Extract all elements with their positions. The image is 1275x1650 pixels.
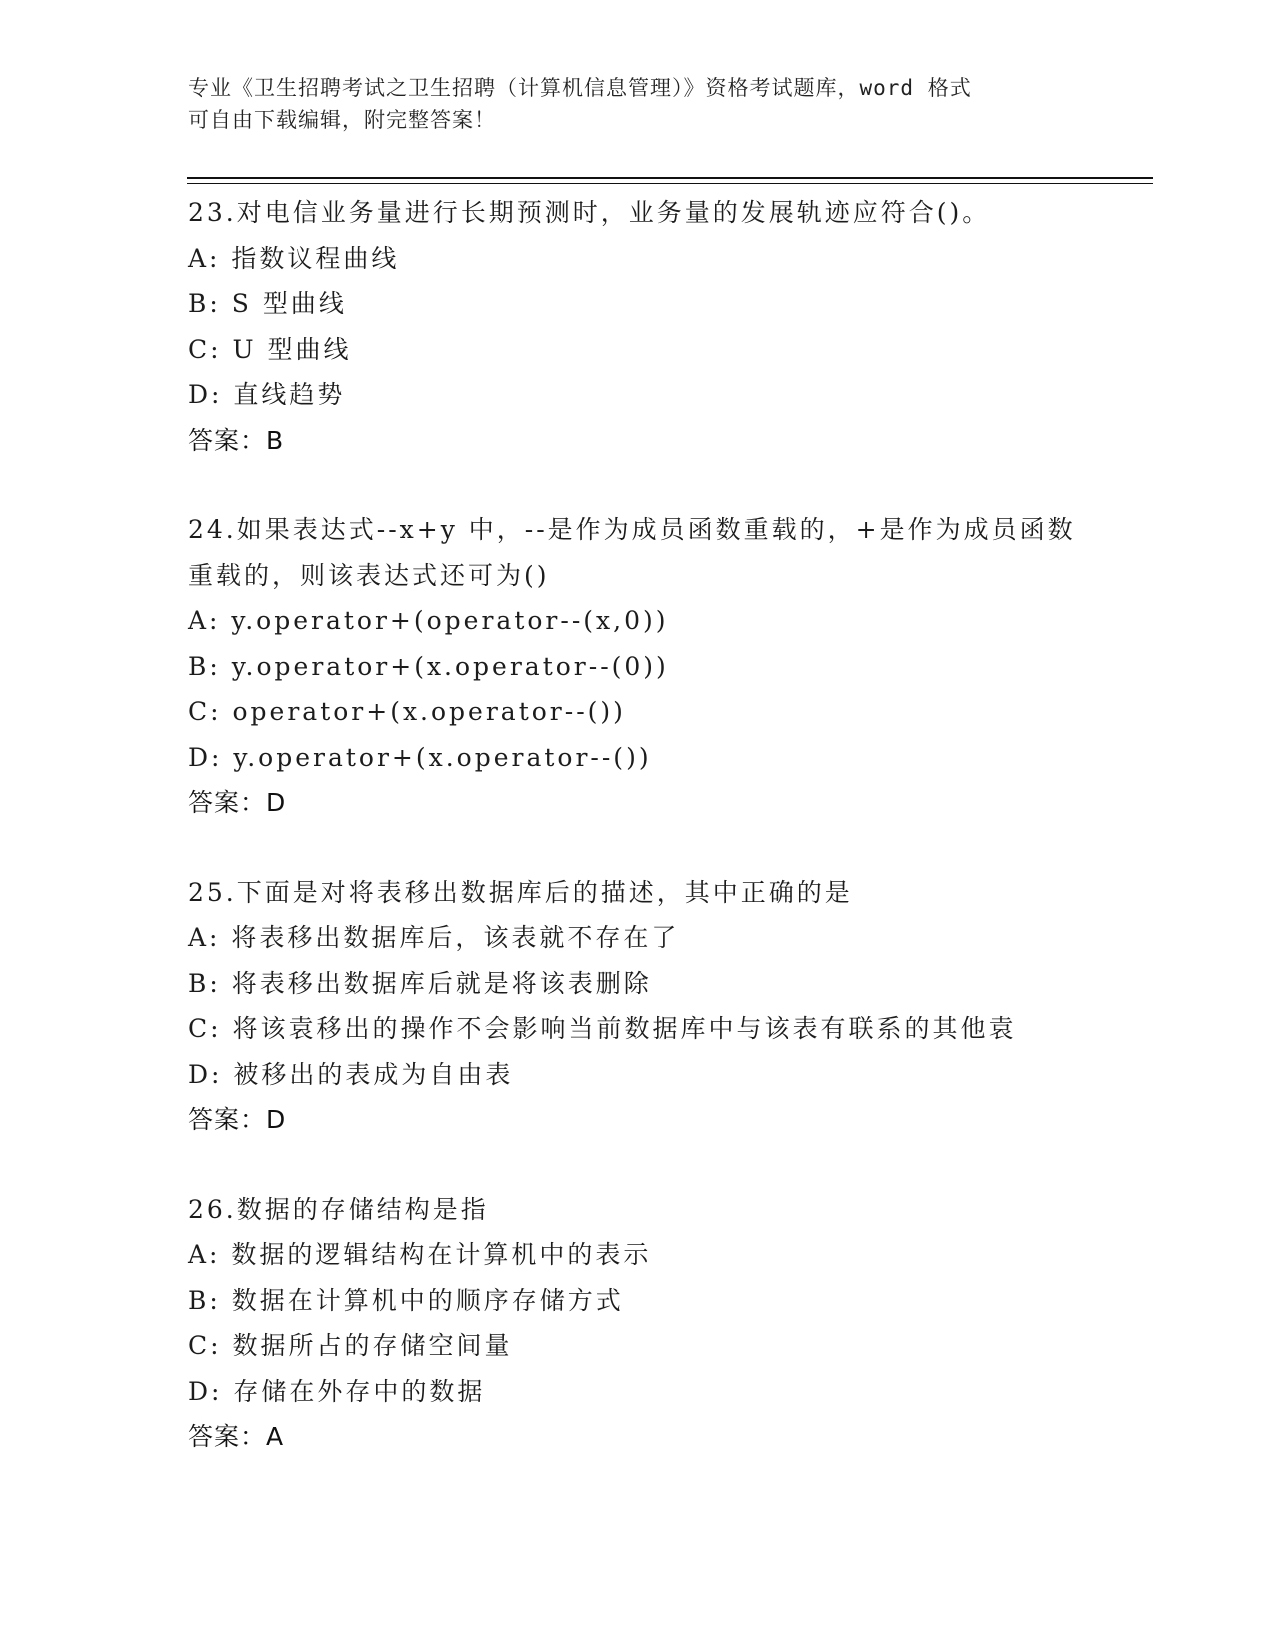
answer: 答案：D (188, 1105, 287, 1134)
option-b: B: S 型曲线 (188, 289, 347, 318)
option-c: C: operator+(x.operator--()) (188, 697, 626, 726)
question-25 (188, 870, 1088, 1143)
answer: 答案：D (188, 788, 287, 817)
option-d: D: y.operator+(x.operator--()) (188, 742, 652, 772)
question-stem: 26.数据的存储结构是指 (188, 1194, 489, 1224)
option-c: C: U 型曲线 (188, 334, 352, 364)
option-d: D: 直线趋势 (188, 380, 346, 409)
option-a: A: y.operator+(operator--(x,0)) (188, 606, 669, 635)
question-stem: 23.对电信业务量进行长期预测时，业务量的发展轨迹应符合()。 (188, 198, 991, 227)
option-a: A: 将表移出数据库后，该表就不存在了 (188, 923, 680, 952)
option-b: B: y.operator+(x.operator--(0)) (188, 651, 669, 681)
option-a: A: 指数议程曲线 (188, 243, 400, 273)
question-list (188, 190, 1088, 1504)
answer: 答案：A (188, 1422, 285, 1451)
header-line-1: 专业《卫生招聘考试之卫生招聘（计算机信息管理）》资格考试题库，word 格式 (188, 76, 972, 100)
option-b: B: 数据在计算机中的顺序存储方式 (188, 1285, 624, 1315)
question-23 (188, 190, 1088, 463)
option-d: D: 被移出的表成为自由表 (188, 1059, 514, 1089)
option-c: C: 将该袁移出的操作不会影响当前数据库中与该表有联系的其他袁 (188, 1014, 1017, 1043)
option-a: A: 数据的逻辑结构在计算机中的表示 (188, 1240, 652, 1269)
option-c: C: 数据所占的存储空间量 (188, 1331, 513, 1360)
header-divider-thin (187, 183, 1153, 184)
answer: 答案：B (188, 425, 285, 455)
question-26 (188, 1187, 1088, 1460)
question-24 (188, 507, 1088, 826)
option-d: D: 存储在外存中的数据 (188, 1376, 486, 1406)
header-line-2: 可自由下载编辑，附完整答案！ (188, 108, 496, 132)
option-b: B: 将表移出数据库后就是将该表删除 (188, 968, 652, 998)
header-divider-thick (187, 177, 1153, 179)
question-stem: 24.如果表达式--x+y 中，--是作为成员函数重载的，+是作为成员函数重载的，则该表达式还可为() (188, 515, 1076, 590)
document-header (188, 72, 1068, 136)
question-stem: 25.下面是对将表移出数据库后的描述，其中正确的是 (188, 877, 853, 907)
